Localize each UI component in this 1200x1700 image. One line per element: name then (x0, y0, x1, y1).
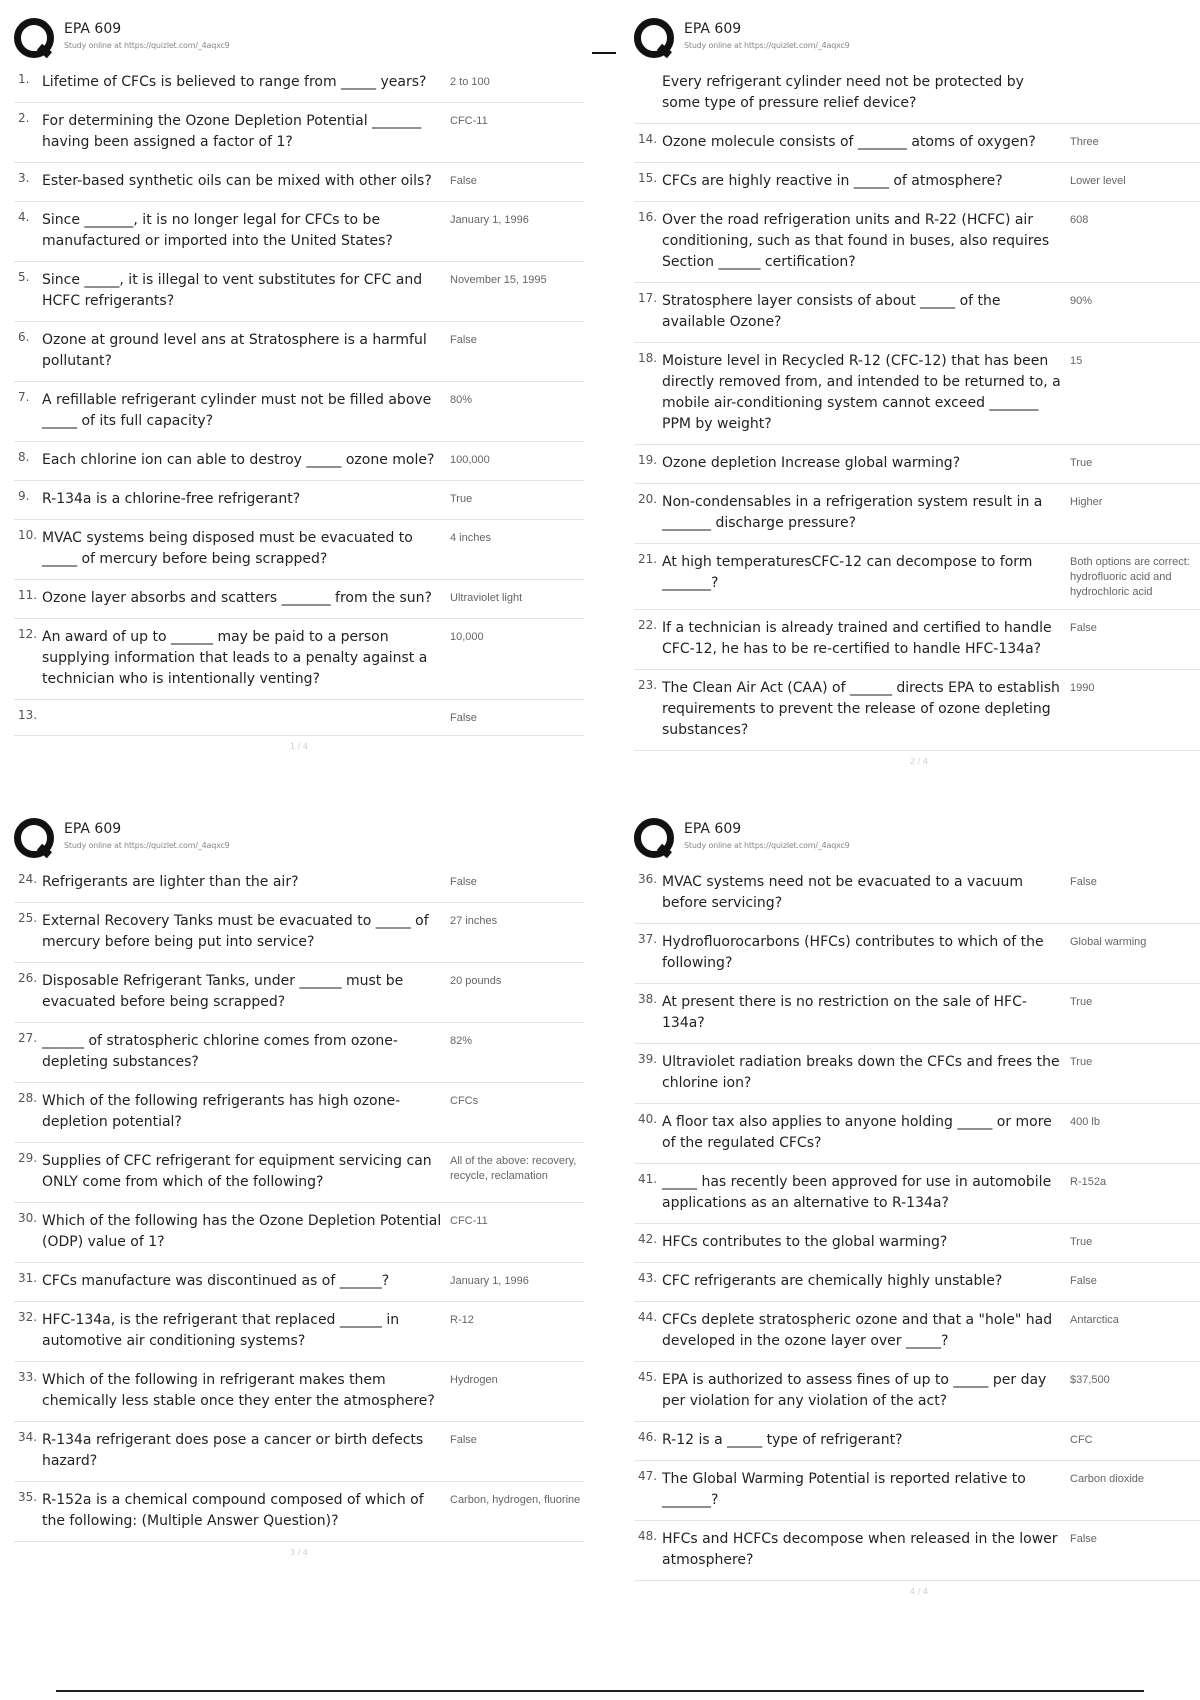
card-definition: 27 inches (450, 915, 498, 927)
card-row (634, 1422, 1200, 1461)
card-definition: 2 to 100 (450, 76, 490, 88)
card-definition: 90% (1070, 295, 1093, 307)
card-number: 9. (18, 489, 30, 503)
card-number: 12. (18, 627, 38, 641)
card-number: 10. (18, 528, 38, 542)
card-number: 48. (638, 1529, 658, 1543)
card-definition: True (1070, 996, 1093, 1008)
card-term: Ozone layer absorbs and scatters _______ from the sun? (42, 590, 432, 606)
card-number: 18. (638, 351, 658, 365)
page-title: EPA 609 (64, 821, 122, 837)
card-number: 26. (18, 971, 38, 985)
card-row (634, 1044, 1200, 1104)
card-definition: CFC (1070, 1434, 1093, 1446)
card-row (14, 1422, 584, 1482)
card-definition: January 1, 1996 (450, 214, 529, 226)
card-definition: False (450, 712, 477, 724)
card-definition: False (450, 334, 477, 346)
card-term: External Recovery Tanks must be evacuated to _____ of mercury before being put into service? (42, 913, 429, 950)
card-term: Which of the following in refrigerant makes them chemically less stable once they enter the atmosphere? (42, 1372, 435, 1409)
card-row (634, 1521, 1200, 1581)
card-number: 43. (638, 1271, 658, 1285)
card-row (14, 700, 584, 736)
card-definition: 15 (1070, 355, 1083, 367)
card-number (634, 72, 662, 114)
card-term: R-134a refrigerant does pose a cancer or birth defects hazard? (42, 1432, 424, 1469)
card-number: 8. (18, 450, 30, 464)
card-number: 35. (18, 1490, 38, 1504)
card-number: 39. (638, 1052, 658, 1066)
card-definition: True (1070, 1236, 1093, 1248)
page-header (634, 18, 1200, 64)
card-number: 6. (18, 330, 30, 344)
card-row (14, 903, 584, 963)
card-definition: 10,000 (450, 631, 484, 643)
margin-dash (592, 52, 616, 54)
card-definition: CFC-11 (450, 115, 488, 127)
card-row (14, 1263, 584, 1302)
study-link[interactable]: Study online at https://quizlet.com/_4aqxc9 (684, 41, 850, 50)
card-term: Hydrofluorocarbons (HFCs) contributes to which of the following? (662, 934, 1044, 971)
card-row (14, 1482, 584, 1542)
card-number: 30. (18, 1211, 38, 1225)
card-number: 19. (638, 453, 658, 467)
card-row (14, 963, 584, 1023)
card-number: 42. (638, 1232, 658, 1246)
card-term: Non-condensables in a refrigeration system result in a _______ discharge pressure? (662, 494, 1043, 531)
page-title: EPA 609 (684, 821, 742, 837)
card-definition: True (1070, 1056, 1093, 1068)
card-row (14, 1023, 584, 1083)
card-row (634, 984, 1200, 1044)
card-term: A refillable refrigerant cylinder must not be filled above _____ of its full capacity? (42, 392, 432, 429)
card-number: 33. (18, 1370, 38, 1384)
card-row (14, 1302, 584, 1362)
card-definition: $37,500 (1070, 1374, 1110, 1386)
card-number: 27. (18, 1031, 38, 1045)
card-row (634, 610, 1200, 670)
card-definition: Hydrogen (450, 1374, 498, 1386)
card-term: Disposable Refrigerant Tanks, under ______ must be evacuated before being scrapped? (42, 973, 404, 1010)
card-term: R-12 is a _____ type of refrigerant? (662, 1432, 903, 1448)
card-row (14, 1203, 584, 1263)
card-definition: Global warming (1070, 936, 1147, 948)
card-row (634, 1461, 1200, 1521)
card-number: 32. (18, 1310, 38, 1324)
card-row (14, 322, 584, 382)
card-definition: 100,000 (450, 454, 490, 466)
card-row (14, 1143, 584, 1203)
card-term: Which of the following refrigerants has high ozone-depletion potential? (42, 1093, 401, 1130)
flashcard-page-3 (14, 818, 584, 1557)
card-row (14, 103, 584, 163)
card-number: 34. (18, 1430, 38, 1444)
card-row (634, 283, 1200, 343)
card-term: CFCs manufacture was discontinued as of ______? (42, 1273, 390, 1289)
page-number: 4 / 4 (910, 1587, 928, 1596)
card-number: 3. (18, 171, 30, 185)
card-term: MVAC systems being disposed must be evacuated to _____ of mercury before being scrapped? (42, 530, 413, 567)
flashcard-page-1 (14, 18, 584, 751)
quizlet-logo-icon (634, 18, 674, 58)
card-definition: January 1, 1996 (450, 1275, 529, 1287)
card-term: R-134a is a chlorine-free refrigerant? (42, 491, 301, 507)
card-row (14, 382, 584, 442)
card-row (14, 64, 584, 103)
card-row (14, 1362, 584, 1422)
card-term: HFC-134a, is the refrigerant that replaced ______ in automotive air conditioning systems? (42, 1312, 400, 1349)
study-link[interactable]: Study online at https://quizlet.com/_4aqxc9 (64, 841, 230, 850)
card-number: 5. (18, 270, 30, 284)
card-definition: 82% (450, 1035, 473, 1047)
page-header (634, 818, 1200, 864)
card-row (634, 163, 1200, 202)
card-row (634, 484, 1200, 544)
card-number: 28. (18, 1091, 38, 1105)
card-definition: Three (1070, 136, 1099, 148)
card-number: 47. (638, 1469, 658, 1483)
card-number: 4. (18, 210, 30, 224)
study-link[interactable]: Study online at https://quizlet.com/_4aqxc9 (64, 41, 230, 50)
page-header (14, 818, 584, 864)
card-row (14, 163, 584, 202)
card-number: 1. (18, 72, 30, 86)
card-definition: Higher (1070, 496, 1103, 508)
card-definition: 20 pounds (450, 975, 502, 987)
card-row (634, 343, 1200, 445)
card-definition: Ultraviolet light (450, 592, 523, 604)
card-term: CFCs deplete stratospheric ozone and that a "hole" had developed in the ozone layer over _____? (662, 1312, 1053, 1349)
card-row (634, 924, 1200, 984)
card-number: 41. (638, 1172, 658, 1186)
card-number: 46. (638, 1430, 658, 1444)
card-definition: Both options are correct: hydrofluoric acid and hydrochloric acid (1070, 556, 1190, 598)
page-title: EPA 609 (64, 21, 122, 37)
page-number: 1 / 4 (290, 742, 308, 751)
card-number: 24. (18, 872, 38, 886)
card-definition: 1990 (1070, 682, 1095, 694)
card-definition: November 15, 1995 (450, 274, 547, 286)
card-number: 13. (18, 708, 38, 722)
card-definition: False (450, 175, 477, 187)
card-term: CFC refrigerants are chemically highly unstable? (662, 1273, 1003, 1289)
page-header (14, 18, 584, 64)
page-number: 2 / 4 (910, 757, 928, 766)
flashcard-page-2 (634, 18, 1200, 766)
card-definition: All of the above: recovery, recycle, reclamation (450, 1155, 577, 1182)
card-number: 2. (18, 111, 30, 125)
card-term: At high temperaturesCFC-12 can decompose to form _______? (662, 554, 1033, 591)
card-definition: R-12 (450, 1314, 474, 1326)
card-definition: False (1070, 1533, 1097, 1545)
card-definition: True (450, 493, 473, 505)
card-definition: 4 inches (450, 532, 491, 544)
card-row (634, 544, 1200, 610)
card-definition: False (1070, 876, 1097, 888)
card-number: 44. (638, 1310, 658, 1324)
card-term: _____ has recently been approved for use in automobile applications as an alternative to R-134a? (662, 1174, 1052, 1211)
card-number: 20. (638, 492, 658, 506)
card-term: Moisture level in Recycled R-12 (CFC-12) that has been directly removed from, and intended to be returned to, a mobile air-conditioning system cannot exceed _______ PPM by weight? (662, 353, 1061, 432)
card-term: CFCs are highly reactive in _____ of atmosphere? (662, 173, 1003, 189)
card-term: HFCs and HCFCs decompose when released in the lower atmosphere? (662, 1531, 1058, 1568)
card-term: Over the road refrigeration units and R-22 (HCFC) air conditioning, such as that found in buses, also requires Section ______ certification? (662, 212, 1050, 270)
card-number: 36. (638, 872, 658, 886)
card-definition: False (1070, 1275, 1097, 1287)
card-term: Ester-based synthetic oils can be mixed with other oils? (42, 173, 432, 189)
card-number: 45. (638, 1370, 658, 1384)
card-row (634, 64, 1200, 124)
card-term: Ozone depletion Increase global warming? (662, 455, 961, 471)
card-row (634, 864, 1200, 924)
card-number: 7. (18, 390, 30, 404)
card-term: At present there is no restriction on the sale of HFC-134a? (662, 994, 1027, 1031)
card-number: 14. (638, 132, 658, 146)
card-number: 31. (18, 1271, 38, 1285)
card-row (634, 1362, 1200, 1422)
card-definition: Antarctica (1070, 1314, 1119, 1326)
study-link[interactable]: Study online at https://quizlet.com/_4aqxc9 (684, 841, 850, 850)
card-term: An award of up to ______ may be paid to a person supplying information that leads to a penalty against a technician who is intentionally venting? (42, 629, 428, 687)
card-row (634, 670, 1200, 751)
card-term: A floor tax also applies to anyone holding _____ or more of the regulated CFCs? (662, 1114, 1052, 1151)
card-term: Each chlorine ion can able to destroy _____ ozone mole? (42, 452, 435, 468)
card-number: 17. (638, 291, 658, 305)
card-row (634, 202, 1200, 283)
card-definition: Lower level (1070, 175, 1126, 187)
card-definition: R-152a (1070, 1176, 1107, 1188)
card-row (14, 442, 584, 481)
quizlet-logo-icon (634, 818, 674, 858)
card-definition: 80% (450, 394, 473, 406)
card-term: MVAC systems need not be evacuated to a vacuum before servicing? (662, 874, 1023, 911)
card-number: 37. (638, 932, 658, 946)
card-term: For determining the Ozone Depletion Potential _______ having been assigned a factor of 1? (42, 113, 422, 150)
card-term: R-152a is a chemical compound composed of which of the following: (Multiple Answer Question)? (42, 1492, 424, 1529)
card-row (634, 1104, 1200, 1164)
card-term: Refrigerants are lighter than the air? (42, 874, 299, 890)
card-term: HFCs contributes to the global warming? (662, 1234, 948, 1250)
card-definition: Carbon dioxide (1070, 1473, 1144, 1485)
quizlet-logo-icon (14, 18, 54, 58)
card-row (634, 1224, 1200, 1263)
card-definition: CFC-11 (450, 1215, 488, 1227)
card-term: The Clean Air Act (CAA) of ______ directs EPA to establish requirements to prevent the release of ozone depleting substances? (662, 680, 1060, 738)
page-title: EPA 609 (684, 21, 742, 37)
card-row (14, 864, 584, 903)
bottom-divider (56, 1690, 1144, 1692)
card-number: 25. (18, 911, 38, 925)
card-term: Which of the following has the Ozone Depletion Potential (ODP) value of 1? (42, 1213, 442, 1250)
card-term: The Global Warming Potential is reported relative to _______? (662, 1471, 1026, 1508)
card-definition: False (1070, 622, 1097, 634)
card-definition: CFCs (450, 1095, 479, 1107)
card-definition (1070, 72, 1200, 114)
card-row (14, 202, 584, 262)
card-row (14, 580, 584, 619)
card-term (42, 708, 450, 726)
card-term: Supplies of CFC refrigerant for equipment servicing can ONLY come from which of the following? (42, 1153, 432, 1190)
card-term: Lifetime of CFCs is believed to range from _____ years? (42, 74, 427, 90)
card-row (634, 1164, 1200, 1224)
card-term: Stratosphere layer consists of about _____ of the available Ozone? (662, 293, 1001, 330)
card-row (14, 1083, 584, 1143)
card-term: Ultraviolet radiation breaks down the CFCs and frees the chlorine ion? (662, 1054, 1060, 1091)
card-row (14, 262, 584, 322)
card-row (634, 445, 1200, 484)
card-number: 23. (638, 678, 658, 692)
card-row (14, 481, 584, 520)
page-number: 3 / 4 (290, 1548, 308, 1557)
card-term: ______ of stratospheric chlorine comes from ozone-depleting substances? (42, 1033, 398, 1070)
card-number: 16. (638, 210, 658, 224)
card-term: Every refrigerant cylinder need not be protected by some type of pressure relief device? (662, 74, 1024, 111)
card-number: 21. (638, 552, 658, 566)
card-row (634, 124, 1200, 163)
card-term: EPA is authorized to assess fines of up to _____ per day per violation for any violation of the act? (662, 1372, 1047, 1409)
card-definition: 400 lb (1070, 1116, 1100, 1128)
card-term: Since _______, it is no longer legal for CFCs to be manufactured or imported into the United States? (42, 212, 393, 249)
card-definition: False (450, 876, 477, 888)
card-term: If a technician is already trained and certified to handle CFC-12, he has to be re-certified to handle HFC-134a? (662, 620, 1052, 657)
card-number: 40. (638, 1112, 658, 1126)
card-row (14, 520, 584, 580)
card-row (634, 1302, 1200, 1362)
card-number: 29. (18, 1151, 38, 1165)
card-row (14, 619, 584, 700)
card-term: Ozone molecule consists of _______ atoms of oxygen? (662, 134, 1036, 150)
card-definition: True (1070, 457, 1093, 469)
card-definition: Carbon, hydrogen, fluorine (450, 1494, 581, 1506)
card-definition: False (450, 1434, 477, 1446)
card-number: 11. (18, 588, 38, 602)
card-term: Ozone at ground level ans at Stratosphere is a harmful pollutant? (42, 332, 427, 369)
card-number: 15. (638, 171, 658, 185)
flashcard-page-4 (634, 818, 1200, 1596)
card-definition: 608 (1070, 214, 1089, 226)
card-number: 22. (638, 618, 658, 632)
card-term: Since _____, it is illegal to vent substitutes for CFC and HCFC refrigerants? (42, 272, 423, 309)
card-row (634, 1263, 1200, 1302)
card-number: 38. (638, 992, 658, 1006)
quizlet-logo-icon (14, 818, 54, 858)
